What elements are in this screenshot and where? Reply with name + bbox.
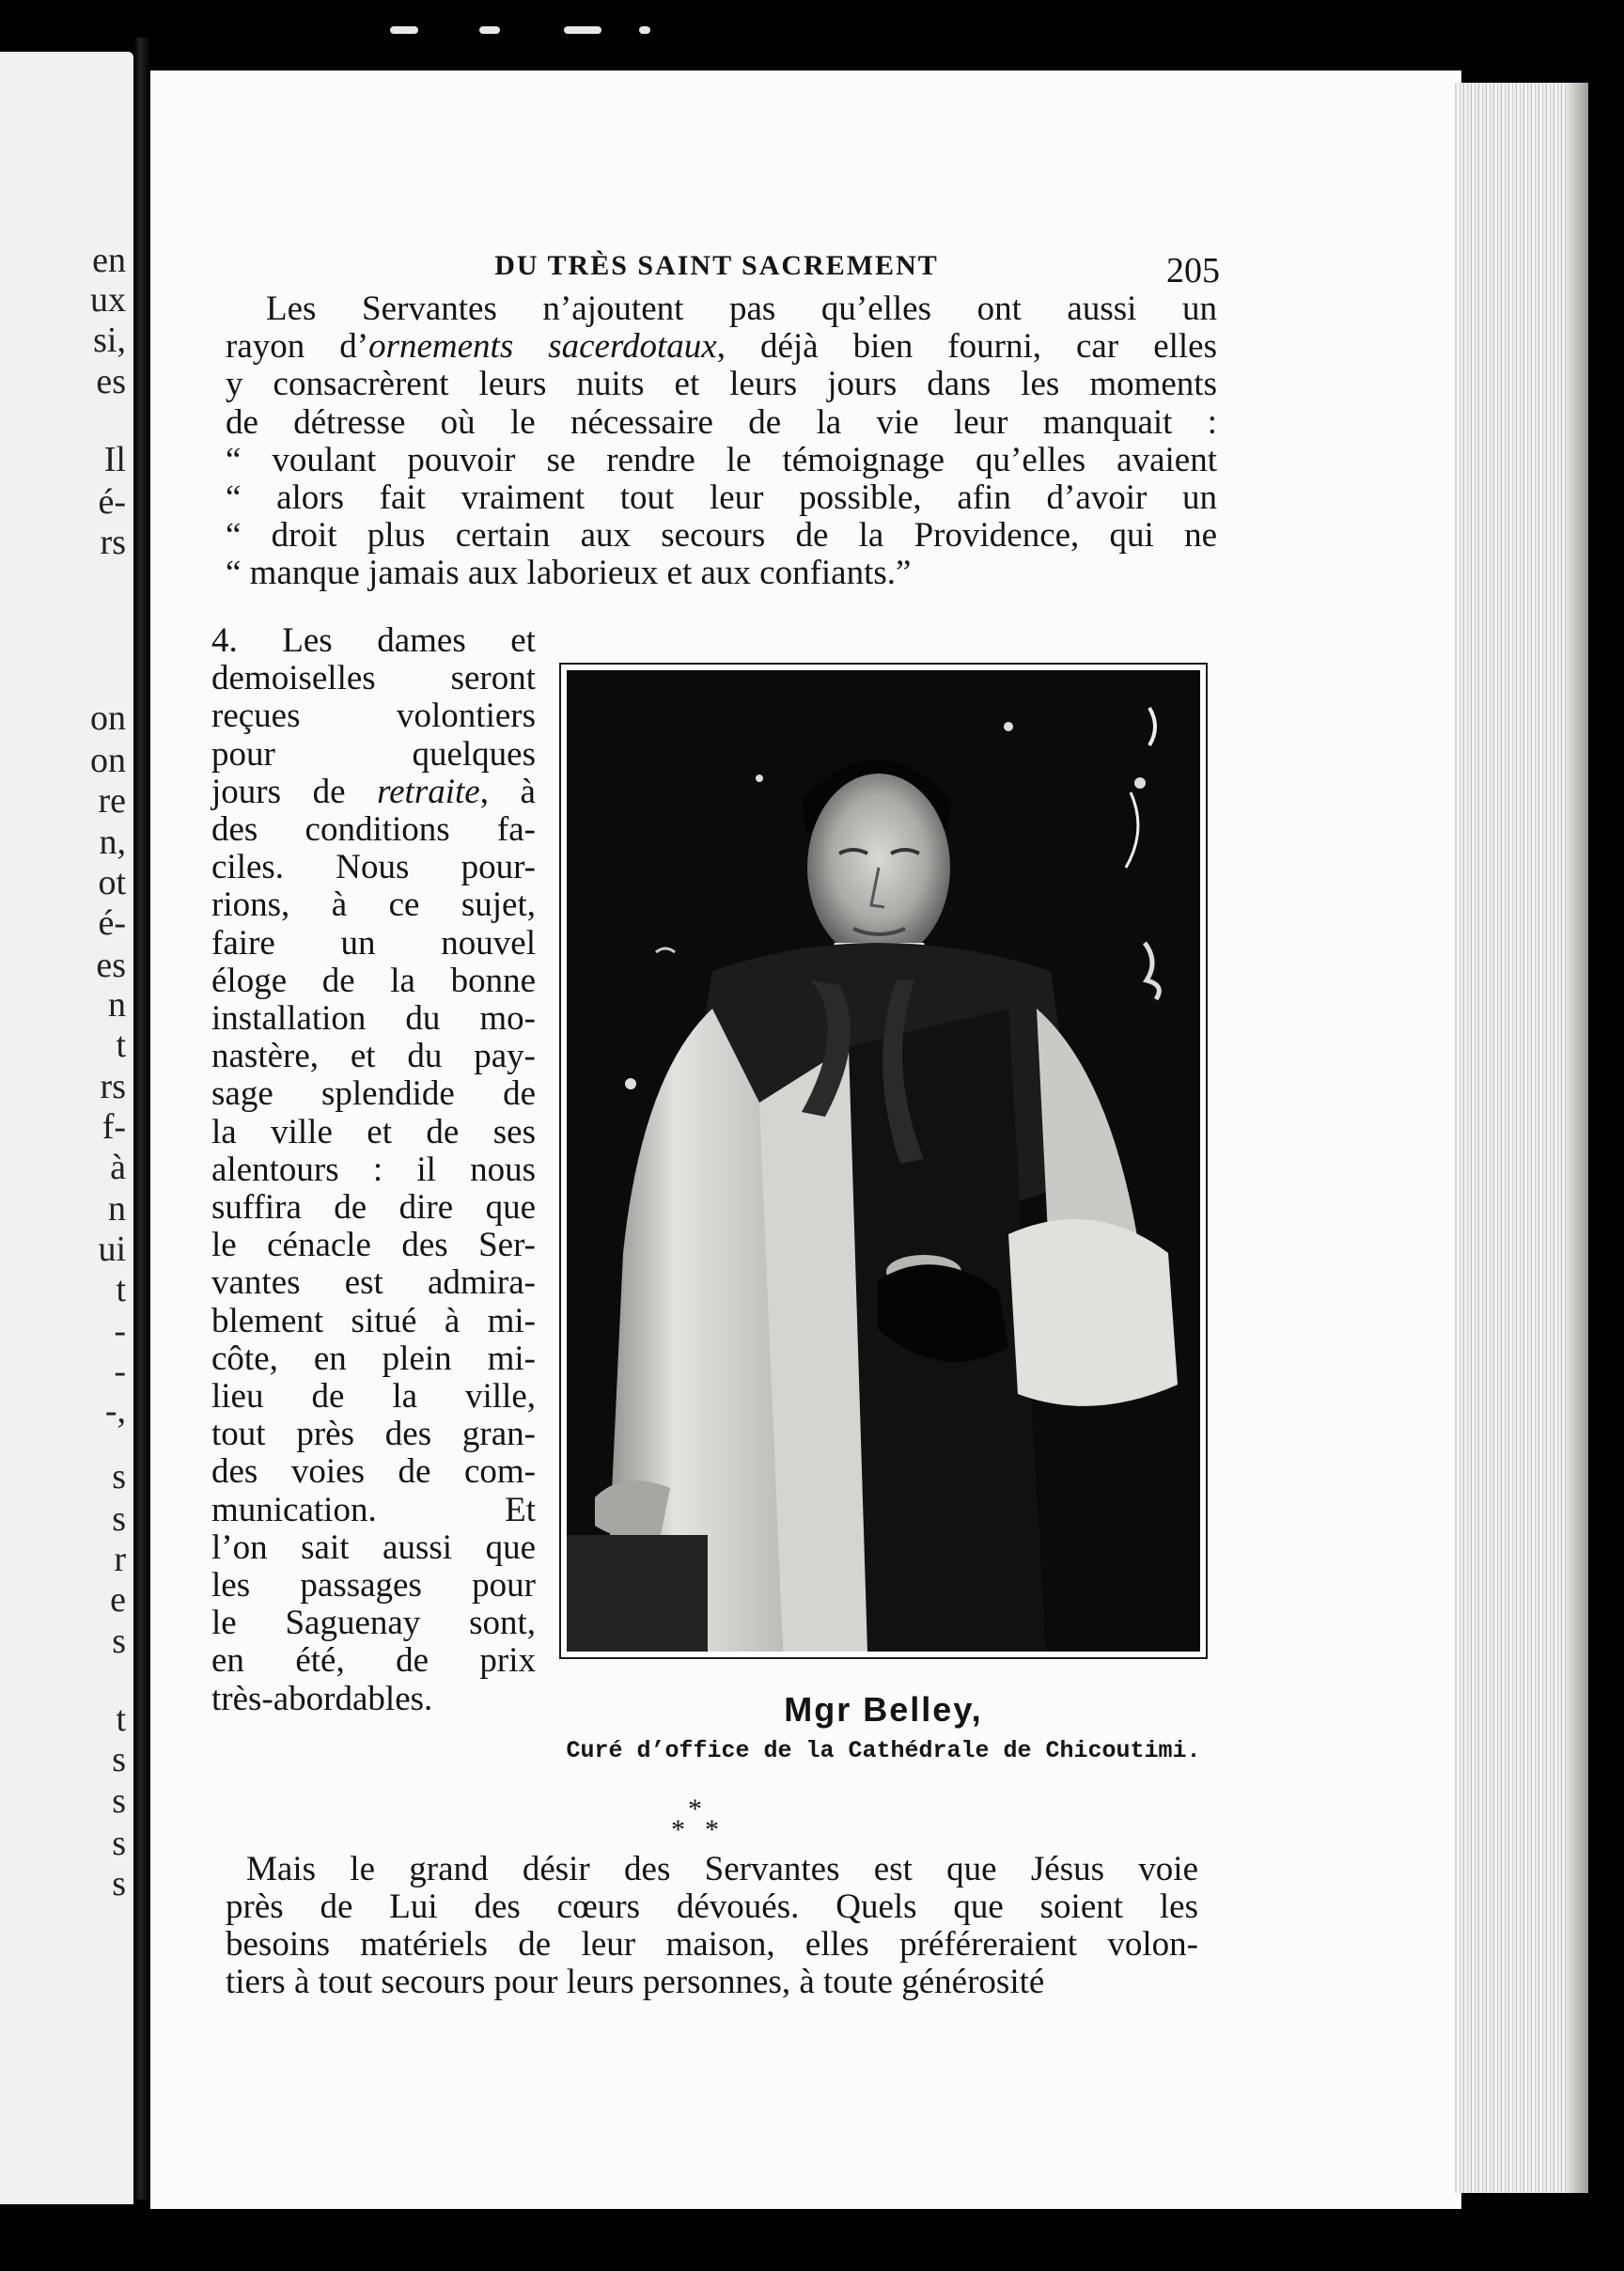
left-page-fragment: ux <box>90 280 126 320</box>
left-page-fragment: s <box>112 1457 126 1496</box>
text-line: très-abordables. <box>211 1679 433 1718</box>
photo-caption-name: Mgr Belley, <box>784 1690 983 1729</box>
left-page-fragment: e <box>110 1580 126 1620</box>
left-page-fragment: t <box>116 1026 126 1065</box>
text-line: blement situé à mi- <box>211 1301 536 1340</box>
text-line: sage splendide de <box>211 1074 536 1114</box>
text-line: rions, à ce sujet, <box>211 885 536 925</box>
left-page-fragment: on <box>90 698 126 738</box>
text-line: près de Lui des cœurs dévoués. Quels que soient les <box>226 1887 1198 1926</box>
running-head: DU TRÈS SAINT SACREMENT <box>494 250 939 281</box>
left-page-fragment: s <box>112 1740 126 1779</box>
text-line: alentours : il nous <box>211 1150 536 1189</box>
scan-speck <box>479 26 500 34</box>
scan-speck <box>564 26 601 34</box>
left-page-fragment: on <box>90 741 126 780</box>
text-line: munication. Et <box>211 1490 536 1529</box>
text-line: ciles. Nous pour- <box>211 848 536 887</box>
text-line: des conditions fa- <box>211 810 536 849</box>
left-page-fragment: es <box>96 362 126 401</box>
left-page-fragment: re <box>98 781 126 821</box>
left-page-fragment: rs <box>100 1067 126 1106</box>
left-page-fragment: rs <box>100 523 126 562</box>
left-page-fragment: t <box>116 1699 126 1739</box>
page-edges <box>1455 83 1588 2193</box>
text-line: 4. Les dames et <box>211 621 536 660</box>
text-line: faire un nouvel <box>211 923 536 963</box>
text-line: rayon d’ornements sacerdotaux, déjà bien fourni, car elles <box>226 327 1217 367</box>
left-page-fragment: - <box>114 1311 126 1351</box>
text-line: en été, de prix <box>211 1641 536 1681</box>
left-page-fragment: si, <box>93 321 126 360</box>
left-page-fragment: n <box>108 1189 126 1229</box>
text-line: l’on sait aussi que <box>211 1527 536 1567</box>
text-line: nastère, et du pay- <box>211 1037 536 1076</box>
text-line: demoiselles seront <box>211 659 536 698</box>
text-line: le cénacle des Ser- <box>211 1226 536 1265</box>
left-page-fragment: n, <box>99 822 126 862</box>
text-line: Mais le grand désir des Servantes est que Jésus voie <box>246 1850 1198 1888</box>
scan-speck <box>390 26 418 34</box>
left-page-fragment: à <box>110 1148 126 1187</box>
left-page-fragment: s <box>112 1781 126 1821</box>
portrait-figure <box>567 670 1200 1652</box>
left-page-fragment: -, <box>104 1391 126 1431</box>
text-line: tout près des gran- <box>211 1415 536 1454</box>
text-line: Les Servantes n’ajoutent pas qu’elles ont aussi un <box>266 290 1217 328</box>
text-line: suffira de dire que <box>211 1188 536 1227</box>
text-line: de détresse où le nécessaire de la vie leur manquait : <box>226 402 1217 442</box>
text-line: des voies de com- <box>211 1452 536 1492</box>
left-page-fragment: n <box>108 985 126 1025</box>
left-page-fragment: é- <box>98 482 126 522</box>
text-line: lieu de la ville, <box>211 1377 536 1416</box>
left-page-fragment: s <box>112 1621 126 1661</box>
text-line: tiers à tout secours pour leurs personnes, à toute générosité <box>226 1963 1045 2001</box>
asterism <box>658 1795 733 1852</box>
asterism-star: * <box>705 1814 719 1845</box>
left-page-fragment: s <box>112 1824 126 1863</box>
page-number: 205 <box>1166 251 1220 290</box>
scan-speck <box>639 26 650 34</box>
book-gutter <box>133 38 150 2200</box>
left-page-fragment: en <box>92 241 126 280</box>
left-page-fragment: ui <box>98 1229 126 1269</box>
text-line: installation du mo- <box>211 999 536 1038</box>
left-page-fragment: es <box>96 946 126 985</box>
text-line: éloge de la bonne <box>211 961 536 1000</box>
left-page-fragment: r <box>114 1540 126 1579</box>
left-page-fragment: - <box>114 1352 126 1391</box>
facing-left-page <box>0 52 133 2204</box>
text-line: la ville et de ses <box>211 1112 536 1151</box>
left-page-fragment: é- <box>98 903 126 943</box>
text-line: reçues volontiers <box>211 697 536 736</box>
left-page-fragment: f- <box>102 1107 126 1147</box>
text-line: besoins matériels de leur maison, elles préféreraient volon- <box>226 1925 1198 1964</box>
text-line: pour quelques <box>211 734 536 774</box>
text-line: “ voulant pouvoir se rendre le témoignage qu’elles avaient <box>226 440 1217 479</box>
left-page-fragment: ot <box>98 863 126 902</box>
photo-caption-role: Curé d’office de la Cathédrale de Chicoutimi. <box>566 1737 1201 1764</box>
left-page-fragment: Il <box>103 440 126 479</box>
left-page-fragment: t <box>116 1270 126 1309</box>
asterism-star: * <box>671 1814 685 1845</box>
text-line: y consacrèrent leurs nuits et leurs jours dans les moments <box>226 365 1217 404</box>
text-line: côte, en plein mi- <box>211 1339 536 1378</box>
text-line: “ alors fait vraiment tout leur possible, afin d’avoir un <box>226 478 1217 517</box>
portrait-photograph <box>559 663 1208 1659</box>
text-line: vantes est admira- <box>211 1263 536 1303</box>
text-line: les passages pour <box>211 1566 536 1605</box>
asterism-star: * <box>688 1793 702 1825</box>
text-line: jours de retraite, à <box>211 772 536 811</box>
text-line: “ droit plus certain aux secours de la Providence, qui ne <box>226 516 1217 556</box>
left-page-fragment: s <box>112 1499 126 1539</box>
text-line: le Saguenay sont, <box>211 1604 536 1643</box>
left-page-fragment: s <box>112 1864 126 1903</box>
text-line: “ manque jamais aux laborieux et aux confiants.” <box>226 554 912 593</box>
